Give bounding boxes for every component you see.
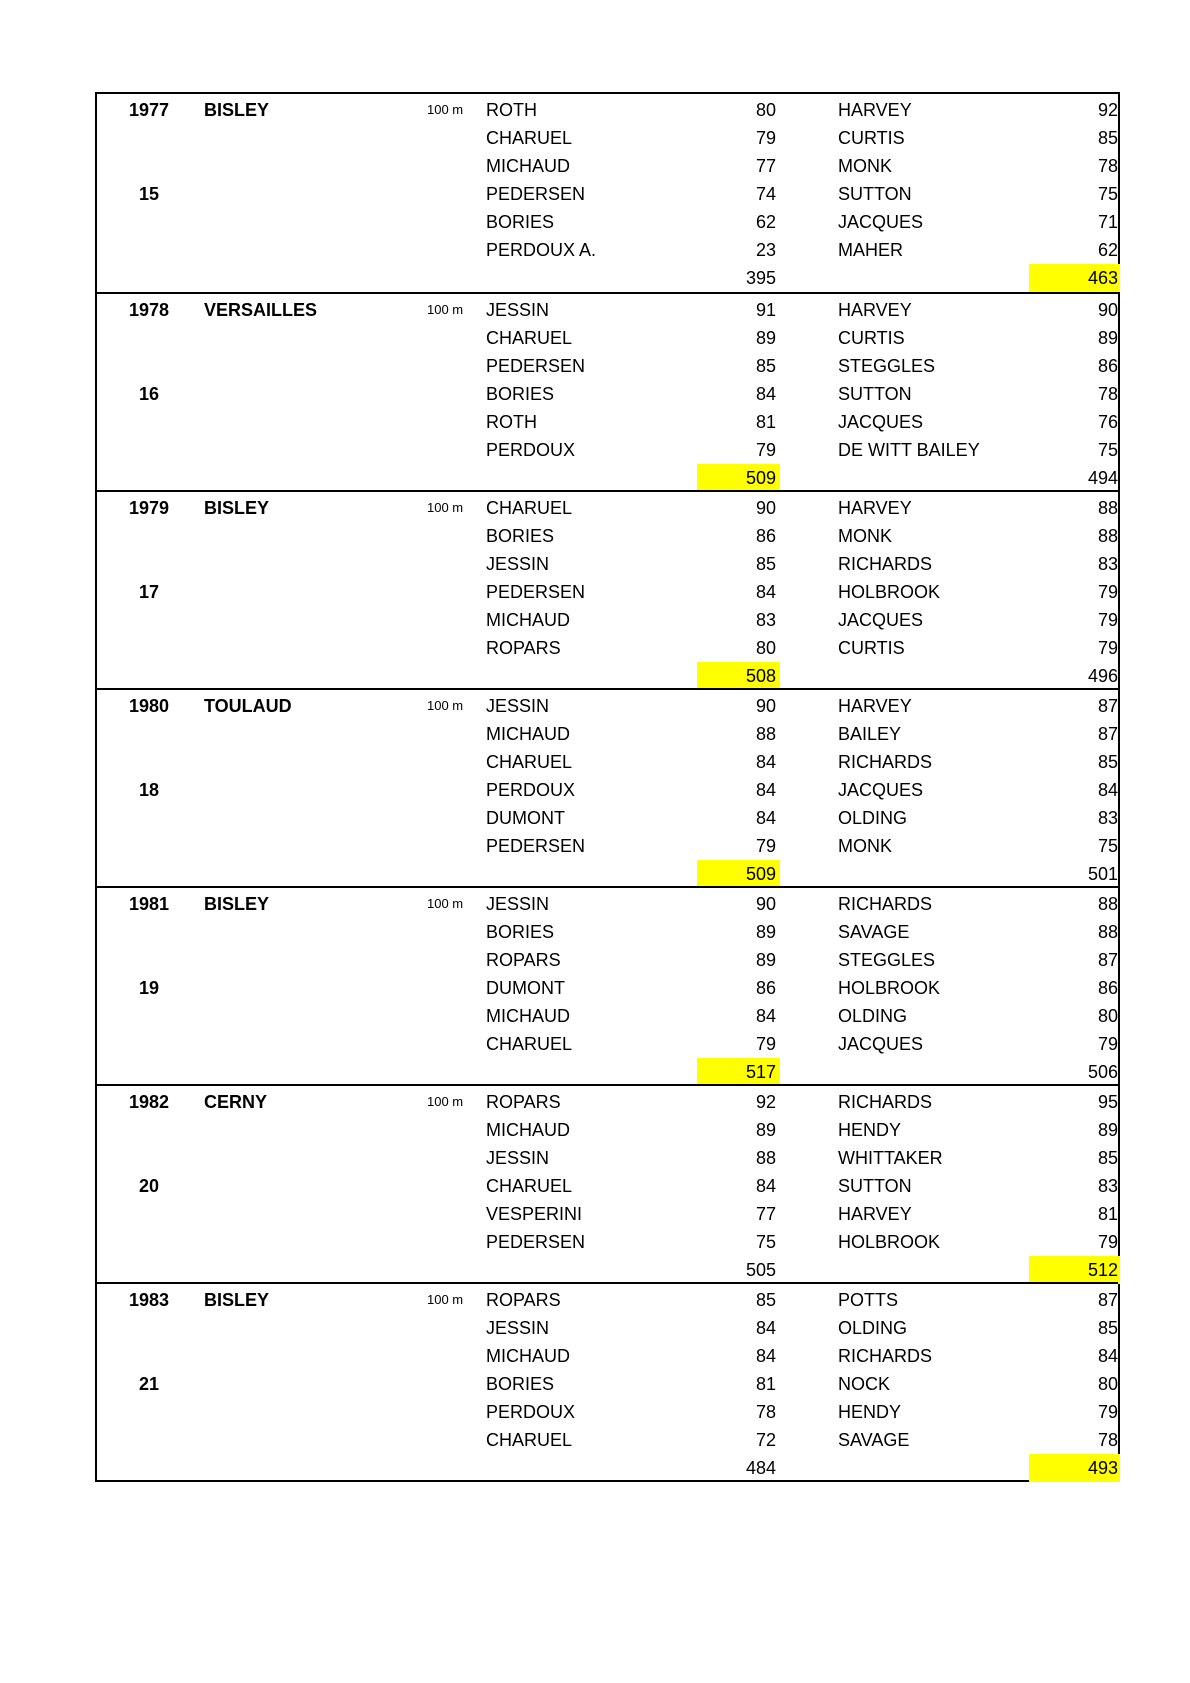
match-venue: BISLEY — [204, 498, 270, 518]
england-shooter-score: 89 — [1097, 328, 1118, 348]
france-shooter-name: CHARUEL — [486, 1176, 573, 1196]
match-year: 1977 — [129, 100, 170, 120]
france-shooter-name: CHARUEL — [486, 128, 573, 148]
table-row — [97, 832, 1118, 860]
england-shooter-name: STEGGLES — [838, 356, 936, 376]
england-total: 463 — [1029, 264, 1120, 292]
england-shooter-name: MONK — [838, 156, 892, 176]
table-row — [97, 522, 1118, 550]
england-shooter-score: 81 — [1097, 1204, 1118, 1224]
france-shooter-name: MICHAUD — [486, 156, 570, 176]
england-shooter-name: JACQUES — [838, 780, 924, 800]
table-row — [97, 352, 1118, 380]
totals-row — [97, 1058, 1118, 1086]
france-shooter-score: 85 — [755, 356, 776, 376]
england-shooter-score: 62 — [1097, 240, 1118, 260]
england-shooter-score: 88 — [1097, 922, 1118, 942]
england-total: 496 — [1087, 666, 1118, 686]
france-shooter-score: 89 — [755, 328, 776, 348]
table-row — [97, 692, 1118, 720]
france-shooter-score: 90 — [755, 498, 776, 518]
england-shooter-score: 78 — [1097, 384, 1118, 404]
france-shooter-score: 79 — [755, 1034, 776, 1054]
england-shooter-score: 79 — [1097, 1402, 1118, 1422]
france-total: 517 — [697, 1058, 780, 1086]
totals-row — [97, 1256, 1118, 1284]
france-total: 395 — [745, 268, 776, 288]
match-venue: VERSAILLES — [204, 300, 318, 320]
england-shooter-score: 95 — [1097, 1092, 1118, 1112]
france-shooter-score: 92 — [755, 1092, 776, 1112]
match-number: 20 — [139, 1176, 160, 1196]
france-shooter-score: 89 — [755, 1120, 776, 1140]
france-shooter-score: 89 — [755, 950, 776, 970]
france-shooter-score: 77 — [755, 1204, 776, 1224]
table-row — [97, 1426, 1118, 1454]
england-shooter-name: BAILEY — [838, 724, 902, 744]
table-row — [97, 1228, 1118, 1256]
england-shooter-name: HENDY — [838, 1402, 902, 1422]
france-shooter-name: PERDOUX A. — [486, 240, 597, 260]
france-shooter-score: 84 — [755, 384, 776, 404]
france-shooter-score: 84 — [755, 808, 776, 828]
england-shooter-score: 79 — [1097, 638, 1118, 658]
england-shooter-score: 85 — [1097, 1148, 1118, 1168]
france-shooter-score: 88 — [755, 724, 776, 744]
france-shooter-name: BORIES — [486, 212, 555, 232]
england-shooter-name: SUTTON — [838, 1176, 912, 1196]
england-shooter-score: 83 — [1097, 1176, 1118, 1196]
table-row — [97, 124, 1118, 152]
england-shooter-score: 85 — [1097, 752, 1118, 772]
england-shooter-score: 88 — [1097, 526, 1118, 546]
table-row — [97, 776, 1118, 804]
match-distance: 100 m — [427, 698, 464, 713]
england-shooter-score: 89 — [1097, 1120, 1118, 1140]
england-shooter-name: OLDING — [838, 1318, 908, 1338]
england-shooter-name: SUTTON — [838, 384, 912, 404]
england-total: 493 — [1029, 1454, 1120, 1482]
france-shooter-score: 81 — [755, 1374, 776, 1394]
table-row — [97, 152, 1118, 180]
france-shooter-name: DUMONT — [486, 978, 565, 998]
england-shooter-name: MONK — [838, 526, 892, 546]
france-shooter-name: MICHAUD — [486, 1120, 570, 1140]
match-number: 18 — [139, 780, 160, 800]
france-total: 508 — [697, 662, 780, 690]
table-row — [97, 236, 1118, 264]
france-shooter-score: 84 — [755, 1006, 776, 1026]
france-shooter-name: PEDERSEN — [486, 184, 586, 204]
england-shooter-score: 71 — [1097, 212, 1118, 232]
match-block — [97, 490, 1118, 688]
england-shooter-score: 92 — [1097, 100, 1118, 120]
france-shooter-name: PEDERSEN — [486, 356, 586, 376]
england-shooter-score: 85 — [1097, 128, 1118, 148]
table-row — [97, 1116, 1118, 1144]
england-shooter-name: CURTIS — [838, 638, 905, 658]
france-shooter-score: 77 — [755, 156, 776, 176]
match-block — [97, 292, 1118, 490]
table-row — [97, 1286, 1118, 1314]
england-shooter-score: 90 — [1097, 300, 1118, 320]
table-row — [97, 1144, 1118, 1172]
table-row — [97, 96, 1118, 124]
france-shooter-score: 84 — [755, 1346, 776, 1366]
table-row — [97, 1370, 1118, 1398]
table-row — [97, 550, 1118, 578]
france-shooter-score: 80 — [755, 638, 776, 658]
england-shooter-score: 80 — [1097, 1374, 1118, 1394]
table-row — [97, 494, 1118, 522]
match-distance: 100 m — [427, 1094, 464, 1109]
england-shooter-name: DE WITT BAILEY — [838, 440, 980, 460]
france-shooter-name: BORIES — [486, 526, 555, 546]
match-year: 1979 — [129, 498, 170, 518]
england-shooter-name: RICHARDS — [838, 752, 933, 772]
england-shooter-name: HOLBROOK — [838, 978, 941, 998]
england-shooter-score: 86 — [1097, 356, 1118, 376]
table-row — [97, 1342, 1118, 1370]
england-shooter-name: HARVEY — [838, 498, 912, 518]
france-shooter-score: 23 — [755, 240, 776, 260]
france-shooter-name: ROTH — [486, 100, 537, 120]
england-shooter-score: 87 — [1097, 696, 1118, 716]
france-total: 509 — [697, 860, 780, 888]
france-shooter-score: 90 — [755, 894, 776, 914]
totals-row — [97, 264, 1118, 292]
england-shooter-score: 80 — [1097, 1006, 1118, 1026]
totals-row — [97, 662, 1118, 690]
france-shooter-score: 86 — [755, 978, 776, 998]
totals-row — [97, 860, 1118, 888]
match-year: 1982 — [129, 1092, 170, 1112]
england-shooter-score: 88 — [1097, 498, 1118, 518]
france-shooter-score: 81 — [755, 412, 776, 432]
england-shooter-score: 83 — [1097, 808, 1118, 828]
france-shooter-score: 84 — [755, 582, 776, 602]
france-shooter-score: 84 — [755, 1176, 776, 1196]
match-number: 19 — [139, 978, 160, 998]
match-block — [97, 94, 1118, 292]
england-shooter-name: JACQUES — [838, 1034, 924, 1054]
england-shooter-score: 75 — [1097, 836, 1118, 856]
table-row — [97, 1314, 1118, 1342]
table-row — [97, 804, 1118, 832]
england-shooter-score: 79 — [1097, 1232, 1118, 1252]
table-row — [97, 918, 1118, 946]
france-shooter-score: 75 — [755, 1232, 776, 1252]
england-total: 494 — [1087, 468, 1118, 488]
england-shooter-score: 86 — [1097, 978, 1118, 998]
france-shooter-name: PERDOUX — [486, 780, 576, 800]
france-shooter-name: JESSIN — [486, 554, 550, 574]
table-row — [97, 324, 1118, 352]
table-row — [97, 1030, 1118, 1058]
match-number: 16 — [139, 384, 160, 404]
england-shooter-name: RICHARDS — [838, 1346, 933, 1366]
france-shooter-name: JESSIN — [486, 300, 550, 320]
england-shooter-score: 79 — [1097, 1034, 1118, 1054]
france-shooter-score: 83 — [755, 610, 776, 630]
france-shooter-name: CHARUEL — [486, 1430, 573, 1450]
france-shooter-name: PERDOUX — [486, 1402, 576, 1422]
england-total: 501 — [1087, 864, 1118, 884]
france-total: 505 — [745, 1260, 776, 1280]
table-row — [97, 890, 1118, 918]
england-shooter-score: 78 — [1097, 156, 1118, 176]
france-shooter-name: CHARUEL — [486, 328, 573, 348]
england-shooter-name: MONK — [838, 836, 892, 856]
match-block — [97, 1084, 1118, 1282]
match-number: 21 — [139, 1374, 160, 1394]
table-row — [97, 1088, 1118, 1116]
france-shooter-score: 89 — [755, 922, 776, 942]
england-shooter-name: WHITTAKER — [838, 1148, 943, 1168]
france-total: 509 — [697, 464, 780, 492]
france-shooter-score: 79 — [755, 128, 776, 148]
match-venue: BISLEY — [204, 894, 270, 914]
france-shooter-name: BORIES — [486, 1374, 555, 1394]
england-shooter-name: HOLBROOK — [838, 1232, 941, 1252]
france-shooter-score: 80 — [755, 100, 776, 120]
england-shooter-name: NOCK — [838, 1374, 891, 1394]
france-shooter-name: PEDERSEN — [486, 836, 586, 856]
england-shooter-name: SAVAGE — [838, 922, 910, 942]
france-shooter-name: BORIES — [486, 922, 555, 942]
england-shooter-name: SUTTON — [838, 184, 912, 204]
france-shooter-name: JESSIN — [486, 1318, 550, 1338]
england-shooter-name: RICHARDS — [838, 1092, 933, 1112]
france-shooter-name: CHARUEL — [486, 752, 573, 772]
england-shooter-score: 75 — [1097, 184, 1118, 204]
match-year: 1983 — [129, 1290, 170, 1310]
france-shooter-score: 88 — [755, 1148, 776, 1168]
france-shooter-score: 79 — [755, 836, 776, 856]
table-row — [97, 748, 1118, 776]
france-shooter-score: 72 — [755, 1430, 776, 1450]
england-shooter-score: 83 — [1097, 554, 1118, 574]
england-shooter-score: 88 — [1097, 894, 1118, 914]
match-number: 17 — [139, 582, 160, 602]
england-total: 506 — [1087, 1062, 1118, 1082]
france-shooter-name: JESSIN — [486, 894, 550, 914]
table-row — [97, 720, 1118, 748]
france-shooter-name: ROPARS — [486, 638, 561, 658]
england-shooter-score: 75 — [1097, 440, 1118, 460]
france-shooter-name: MICHAUD — [486, 724, 570, 744]
france-shooter-name: JESSIN — [486, 696, 550, 716]
england-shooter-name: HARVEY — [838, 1204, 912, 1224]
france-shooter-score: 91 — [755, 300, 776, 320]
england-shooter-score: 76 — [1097, 412, 1118, 432]
table-row — [97, 1200, 1118, 1228]
england-shooter-score: 87 — [1097, 950, 1118, 970]
match-block — [97, 886, 1118, 1084]
england-shooter-name: STEGGLES — [838, 950, 936, 970]
table-row — [97, 606, 1118, 634]
results-table — [95, 92, 1120, 1482]
france-shooter-name: PERDOUX — [486, 440, 576, 460]
table-row — [97, 1398, 1118, 1426]
france-shooter-name: VESPERINI — [486, 1204, 583, 1224]
table-row — [97, 946, 1118, 974]
france-shooter-score: 78 — [755, 1402, 776, 1422]
match-distance: 100 m — [427, 896, 464, 911]
table-row — [97, 578, 1118, 606]
totals-row — [97, 464, 1118, 492]
table-row — [97, 380, 1118, 408]
match-venue: CERNY — [204, 1092, 268, 1112]
france-shooter-score: 85 — [755, 554, 776, 574]
england-shooter-score: 79 — [1097, 610, 1118, 630]
france-shooter-score: 84 — [755, 780, 776, 800]
england-shooter-name: RICHARDS — [838, 554, 933, 574]
table-row — [97, 208, 1118, 236]
table-row — [97, 634, 1118, 662]
england-shooter-name: RICHARDS — [838, 894, 933, 914]
table-row — [97, 296, 1118, 324]
england-shooter-name: JACQUES — [838, 412, 924, 432]
table-row — [97, 1002, 1118, 1030]
england-shooter-name: HOLBROOK — [838, 582, 941, 602]
match-number: 15 — [139, 184, 160, 204]
table-row — [97, 974, 1118, 1002]
england-shooter-name: CURTIS — [838, 328, 905, 348]
england-shooter-name: CURTIS — [838, 128, 905, 148]
match-block — [97, 688, 1118, 886]
totals-row — [97, 1454, 1118, 1482]
table-row — [97, 180, 1118, 208]
france-shooter-score: 90 — [755, 696, 776, 716]
france-shooter-name: PEDERSEN — [486, 1232, 586, 1252]
england-shooter-name: HARVEY — [838, 696, 912, 716]
france-total: 484 — [745, 1458, 776, 1478]
france-shooter-score: 84 — [755, 752, 776, 772]
england-shooter-name: OLDING — [838, 808, 908, 828]
france-shooter-name: ROTH — [486, 412, 537, 432]
france-shooter-name: MICHAUD — [486, 1346, 570, 1366]
england-shooter-name: JACQUES — [838, 212, 924, 232]
match-venue: BISLEY — [204, 100, 270, 120]
france-shooter-name: MICHAUD — [486, 1006, 570, 1026]
france-shooter-name: ROPARS — [486, 1290, 561, 1310]
france-shooter-score: 74 — [755, 184, 776, 204]
england-shooter-name: OLDING — [838, 1006, 908, 1026]
france-shooter-name: ROPARS — [486, 950, 561, 970]
france-shooter-name: BORIES — [486, 384, 555, 404]
england-shooter-name: HARVEY — [838, 100, 912, 120]
france-shooter-score: 85 — [755, 1290, 776, 1310]
france-shooter-name: CHARUEL — [486, 498, 573, 518]
england-total: 512 — [1029, 1256, 1120, 1284]
england-shooter-score: 84 — [1097, 780, 1118, 800]
france-shooter-score: 62 — [755, 212, 776, 232]
match-year: 1981 — [129, 894, 170, 914]
england-shooter-score: 84 — [1097, 1346, 1118, 1366]
england-shooter-name: JACQUES — [838, 610, 924, 630]
france-shooter-name: CHARUEL — [486, 1034, 573, 1054]
france-shooter-score: 86 — [755, 526, 776, 546]
table-row — [97, 436, 1118, 464]
england-shooter-name: HENDY — [838, 1120, 902, 1140]
table-row — [97, 1172, 1118, 1200]
england-shooter-name: POTTS — [838, 1290, 899, 1310]
match-venue: BISLEY — [204, 1290, 270, 1310]
france-shooter-name: ROPARS — [486, 1092, 561, 1112]
england-shooter-score: 87 — [1097, 1290, 1118, 1310]
england-shooter-name: HARVEY — [838, 300, 912, 320]
france-shooter-name: PEDERSEN — [486, 582, 586, 602]
england-shooter-score: 78 — [1097, 1430, 1118, 1450]
england-shooter-name: SAVAGE — [838, 1430, 910, 1450]
match-year: 1980 — [129, 696, 170, 716]
table-row — [97, 408, 1118, 436]
england-shooter-score: 79 — [1097, 582, 1118, 602]
match-distance: 100 m — [427, 302, 464, 317]
france-shooter-name: JESSIN — [486, 1148, 550, 1168]
england-shooter-score: 87 — [1097, 724, 1118, 744]
match-block — [97, 1282, 1118, 1480]
france-shooter-score: 84 — [755, 1318, 776, 1338]
match-venue: TOULAUD — [204, 696, 292, 716]
france-shooter-name: MICHAUD — [486, 610, 570, 630]
match-year: 1978 — [129, 300, 170, 320]
france-shooter-name: DUMONT — [486, 808, 565, 828]
match-distance: 100 m — [427, 500, 464, 515]
match-distance: 100 m — [427, 1292, 464, 1307]
match-distance: 100 m — [427, 102, 464, 117]
england-shooter-name: MAHER — [838, 240, 904, 260]
england-shooter-score: 85 — [1097, 1318, 1118, 1338]
france-shooter-score: 79 — [755, 440, 776, 460]
